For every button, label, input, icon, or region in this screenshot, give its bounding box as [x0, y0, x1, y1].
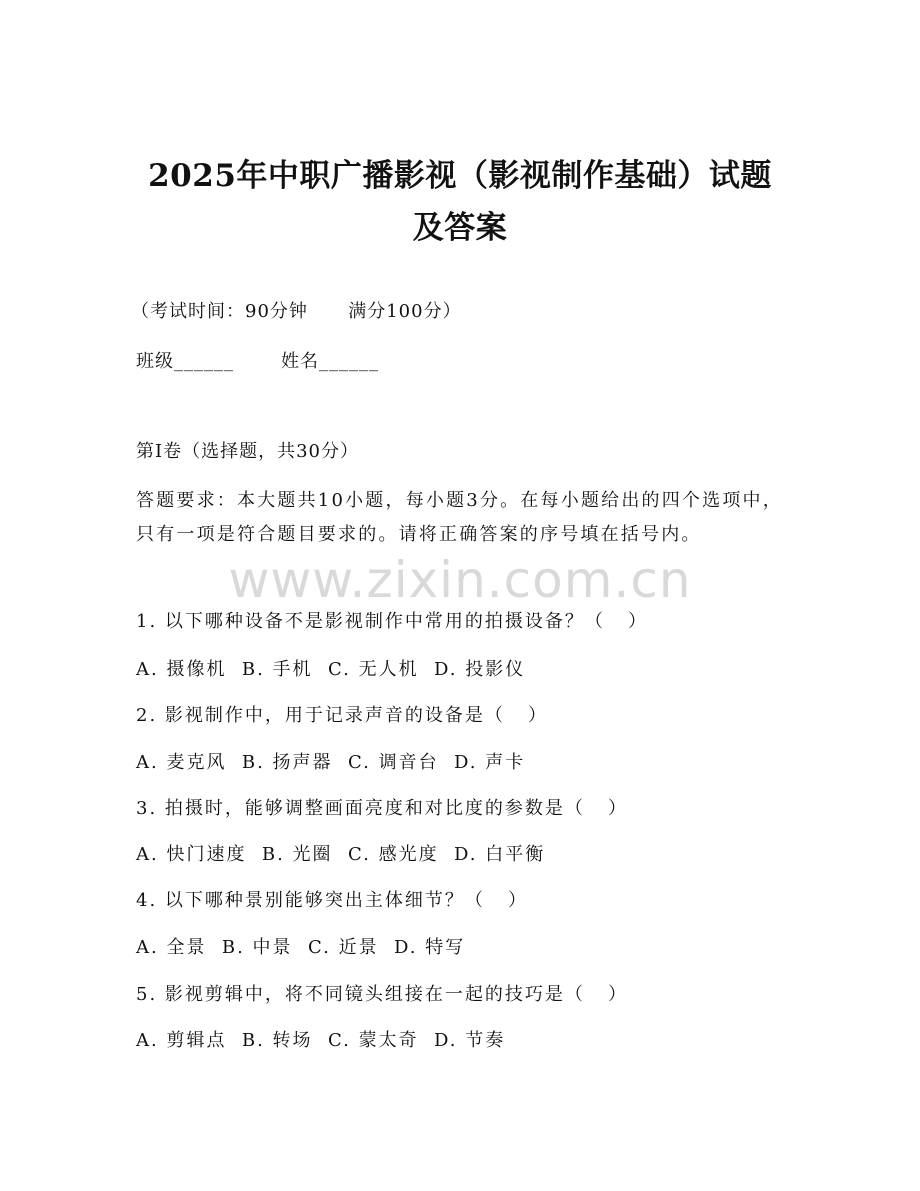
question-5-options: A. 剪辑点 B. 转场 C. 蒙太奇 D. 节奏 — [136, 1030, 506, 1051]
question-4-options: A. 全景 B. 中景 C. 近景 D. 特写 — [136, 937, 466, 958]
question-3-options: A. 快门速度 B. 光圈 C. 感光度 D. 白平衡 — [136, 844, 546, 865]
question-1-options: A. 摄像机 B. 手机 C. 无人机 D. 投影仪 — [136, 659, 526, 680]
question-1-stem: 1. 以下哪种设备不是影视制作中常用的拍摄设备？（ ） — [136, 611, 649, 632]
question-5-stem: 5. 影视剪辑中，将不同镜头组接在一起的技巧是（ ） — [136, 984, 629, 1005]
watermark: www.zixin.com.cn — [228, 551, 692, 609]
question-4-stem: 4. 以下哪种景别能够突出主体细节？（ ） — [136, 890, 529, 911]
exam-info: （考试时间：90分钟 满分100分） — [131, 301, 462, 322]
document-title-line-2: 及答案 — [412, 210, 508, 246]
instructions: 答题要求：本大题共10小题，每小题3分。在每小题给出的四个选项中，只有一项是符合题目要求的。请将正确答案的序号填在括号内。 — [136, 490, 783, 545]
question-2-stem: 2. 影视制作中，用于记录声音的设备是（ ） — [136, 705, 549, 726]
section-title: 第I卷（选择题，共30分） — [136, 441, 360, 462]
class-name-line: 班级______ 姓名______ — [136, 351, 380, 372]
question-2-options: A. 麦克风 B. 扬声器 C. 调音台 D. 声卡 — [136, 752, 526, 773]
document-title-line-1: 2025年中职广播影视（影视制作基础）试题 — [148, 158, 772, 194]
question-3-stem: 3. 拍摄时，能够调整画面亮度和对比度的参数是（ ） — [136, 798, 629, 819]
